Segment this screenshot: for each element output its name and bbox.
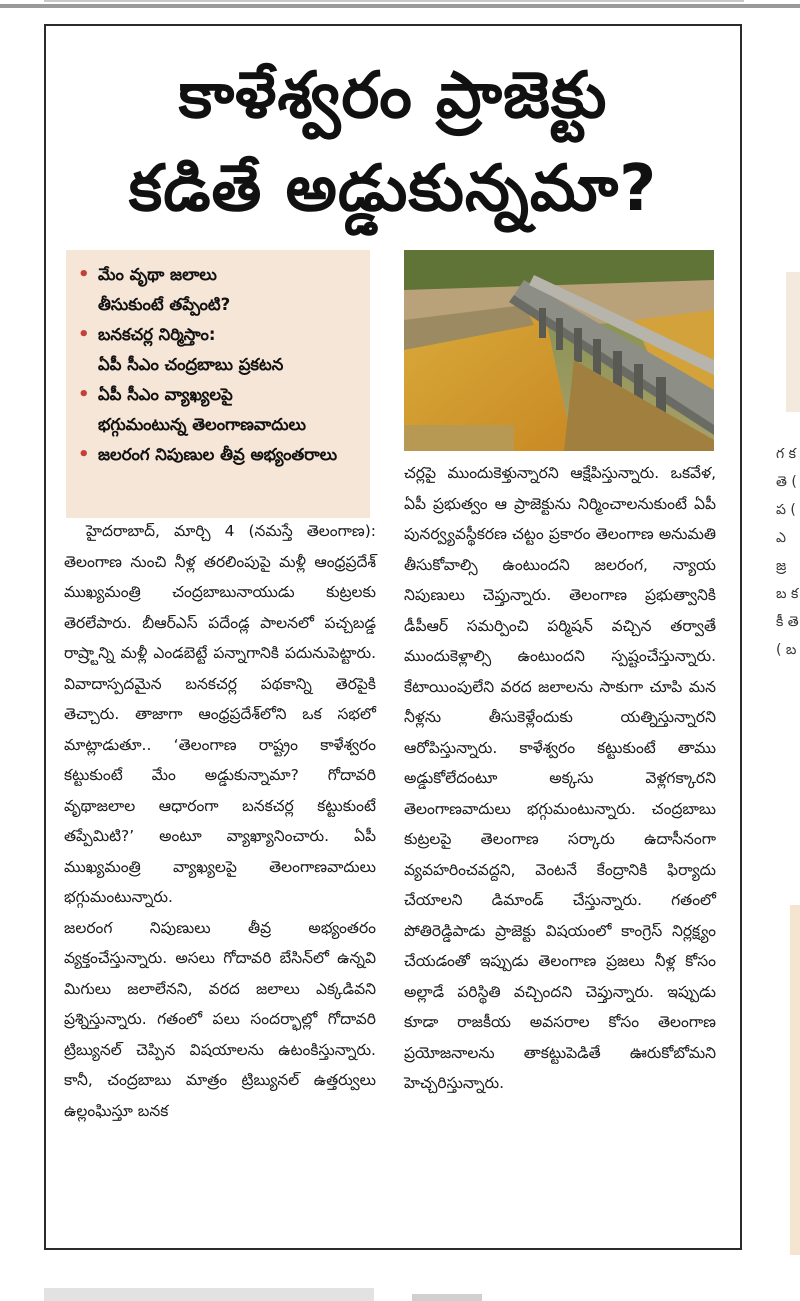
highlight-item	[78, 320, 362, 380]
adjacent-article-fragment: గ క తె ( ప ( ఎ జ్ర బ క కీ తె ( బ	[776, 446, 799, 658]
adjacent-article-edge	[786, 272, 800, 412]
highlight-line: తీసుకుంటే తప్పేంటి?	[98, 295, 231, 314]
barrage-photo	[404, 250, 714, 451]
highlight-item	[78, 440, 362, 470]
body-paragraph: జలరంగ నిపుణులు తీవ్ర అభ్యంతరం వ్యక్తంచేస్తున్నారు. అసలు గోదావరి బేసిన్‌లో ఉన్నవి మిగులు జలాలేనని, వరద జలాలు ఎక్కడివని ప్రశ్నిస్తున్నారు. గతంలో పలు సందర్భాల్లో గోదావరి ట్రిబ్యునల్ చెప్పిన విషయాలను ఉటంకిస్తున్నారు. కానీ, చంద్రబాబు మాత్రం ట్రిబ్యునల్ ఉత్తర్వులు ఉల్లంఘిస్తూ బనక	[64, 918, 376, 1120]
article-box	[44, 24, 742, 1250]
headline-line-2: కడితే అడ్డుకున్నమా?	[128, 152, 658, 226]
article-column-left	[64, 516, 376, 1126]
top-rule	[0, 4, 800, 8]
highlight-line: • బనకచర్ల నిర్మిస్తాం:	[98, 325, 216, 344]
highlight-line: ఏపీ సీఎం చంద్రబాబు ప్రకటన	[98, 355, 284, 374]
top-rule-light	[44, 0, 744, 2]
highlight-line: • జలరంగ నిపుణుల తీవ్ర అభ్యంతరాలు	[98, 445, 338, 464]
barrage-photo-illustration	[404, 250, 714, 451]
body-paragraph: హైదరాబాద్, మార్చి 4 (నమస్తే తెలంగాణ): తెలంగాణ నుంచి నీళ్ల తరలింపుపై మళ్లీ ఆంధ్రప్రదేశ్ ముఖ్యమంత్రి చంద్రబాబునాయుడు కుట్రలకు తెరలేపారు. బీఆర్ఎస్ పదేండ్ల పాలనలో పచ్చబడ్డ రాష్ర్టాన్ని మళ్లీ ఎండబెట్టే పన్నాగానికి పదునుపెట్టారు. వివాదాస్పదమైన బనకచర్ల పథకాన్ని తెరపైకి తెచ్చారు. తాజాగా ఆంధ్రప్రదేశ్‌లోని ఒక సభలో మాట్లాడుతూ.. ‘తెలంగాణ రాష్ట్రం కాళేశ్వరం కట్టుకుంటే మేం అడ్డుకున్నామా? గోదావరి వృథాజలాల ఆధారంగా బనకచర్ల కట్టుకుంటే తప్పేమిటి?’ అంటూ వ్యాఖ్యానించారు. ఏపీ ముఖ్యమంత్రి వ్యాఖ్యలపై తెలంగాణవాదులు భగ్గుమంటున్నారు.	[64, 522, 376, 906]
headline-line-1: కాళేశ్వరం ప్రాజెక్టు	[178, 59, 608, 133]
article-column-right	[404, 458, 716, 1099]
highlight-item	[78, 380, 362, 440]
adjacent-article-edge	[790, 905, 800, 1255]
bottom-strip	[44, 1288, 374, 1301]
highlight-item	[78, 260, 362, 320]
highlight-line: • ఏపీ సీఎం వ్యాఖ్యలపై	[98, 385, 233, 404]
highlight-line: • మేం వృథా జలాలు	[98, 265, 217, 284]
highlight-line: భగ్గుమంటున్న తెలంగాణవాదులు	[98, 415, 306, 434]
body-paragraph: చర్లపై ముందుకెళ్తున్నారని ఆక్షేపిస్తున్నారు. ఒకవేళ, ఏపీ ప్రభుత్వం ఆ ప్రాజెక్టును నిర్మించాలనుకుంటే ఏపీ పునర్వ్యవస్థీకరణ చట్టం ప్రకారం తెలంగాణ అనుమతి తీసుకోవాల్సి ఉంటుందని జలరంగ, న్యాయ నిపుణులు చెప్తున్నారు. తెలంగాణ ప్రభుత్వానికి డీపీఆర్ సమర్పించి పర్మిషన్ వచ్చిన తర్వాతే ముందుకెళ్లాల్సి ఉంటుందని స్పష్టంచేస్తున్నారు. కేటాయింపులేని వరద జలాలను సాకుగా చూపి మన నీళ్లను తీసుకెళ్లేందుకు యత్నిస్తున్నారని ఆరోపిస్తున్నారు. కాళేశ్వరం కట్టుకుంటే తాము అడ్డుకోలేదంటూ అక్కసు వెళ్లగక్కారని తెలంగాణవాదులు భగ్గుమంటున్నారు. చంద్రబాబు కుట్రలపై తెలంగాణ సర్కారు ఉదాసీనంగా వ్యవహరించవద్దని, వెంటనే కేంద్రానికి ఫిర్యాదు చేయాలని డిమాండ్ చేస్తున్నారు. గతంలో పోతిరెడ్డిపాడు ప్రాజెక్టు విషయంలో కాంగ్రెస్ నిర్లక్ష్యం చేయడంతో ఇప్పుడు తెలంగాణ ప్రజలు నీళ్ల కోసం అల్లాడే పరిస్థితి వచ్చిందని చెప్తున్నారు. ఇప్పుడు కూడా రాజకీయ అవసరాల కోసం తెలంగాణ ప్రయోజనాలను తాకట్టుపెడితే ఊరుకోబోమని హెచ్చరిస్తున్నారు.	[404, 464, 716, 1092]
bottom-strip	[412, 1294, 482, 1301]
highlights-box	[66, 250, 370, 518]
